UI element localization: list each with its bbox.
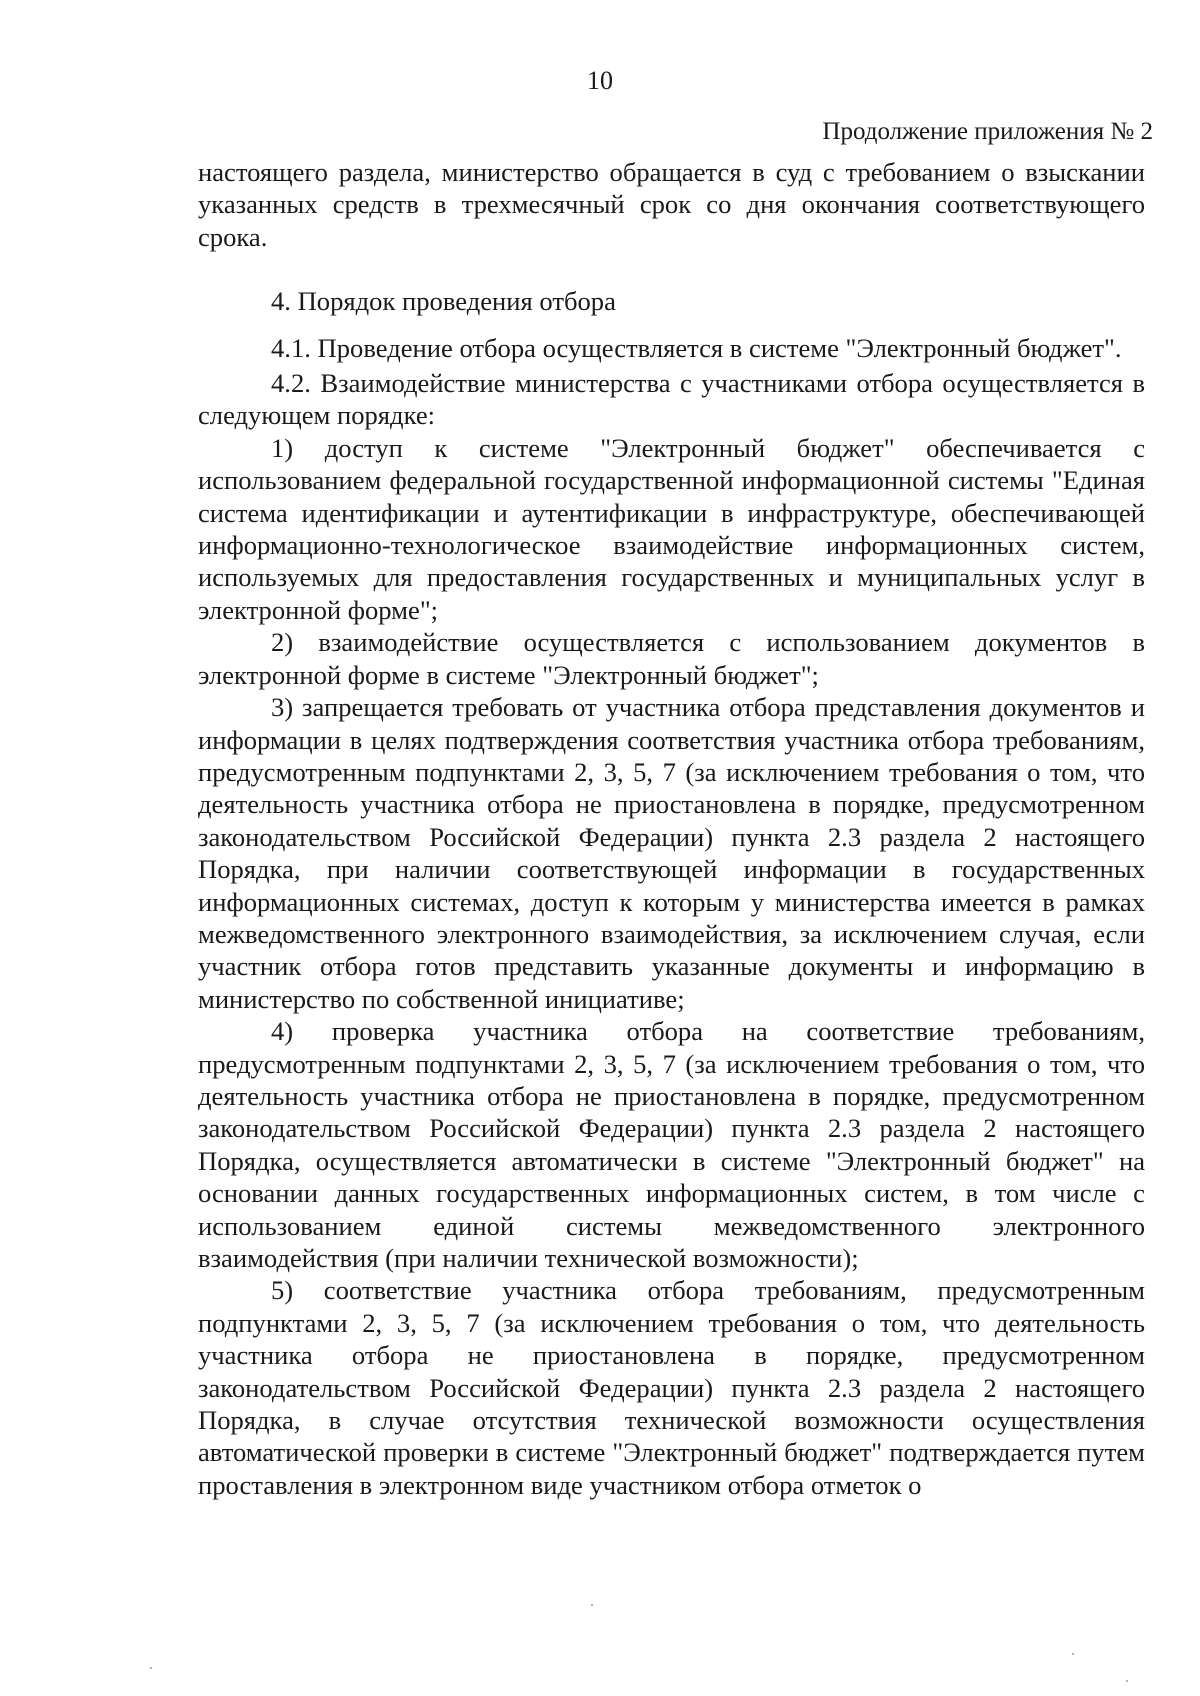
section-title: 4. Порядок проведения отбора — [271, 286, 616, 317]
document-body — [198, 156, 1145, 1501]
list-item-5: 5) соответствие участника отбора требованиям, предусмотренным подпунктами 2, 3, 5, 7 (за исключением требования о том, что деятельность участника отбора не приостановлена в порядке, предусмотренном законодательством Российской Федерации) пункта 2.3 раздела 2 настоящего Порядка, в случае отсутствия технической возможности осуществления автоматической проверки в системе "Электронный бюджет" подтверждается путем проставления в электронном виде участником отбора отметок о — [198, 1275, 1145, 1500]
page-number: 10 — [587, 66, 613, 95]
list-item-1: 1) доступ к системе "Электронный бюджет" обеспечивается с использованием федеральной государственной информационной системы "Единая система идентификации и аутентификации в инфраструктуре, обеспечивающей информационно-технологическое взаимодействие информационных систем, используемых для предоставления государственных и муниципальных услуг в электронной форме"; — [198, 432, 1145, 625]
paragraph-continued: настоящего раздела, министерство обращается в суд с требованием о взыскании указанных средств в трехмесячный срок со дня окончания соответствующего срока. — [198, 157, 1145, 252]
list-item-2: 2) взаимодействие осуществляется с использованием документов в электронной форме в системе "Электронный бюджет"; — [198, 627, 1145, 690]
scan-speck — [1126, 1680, 1128, 1682]
list-item-4: 4) проверка участника отбора на соответствие требованиям, предусмотренным подпунктами 2, 3, 5, 7 (за исключением требования о том, что деятельность участника отбора не приостановлена в порядке, предусмотренном законодательством Российской Федерации) пункта 2.3 раздела 2 настоящего Порядка, осуществляется автоматически в системе "Электронный бюджет" на основании данных государственных информационных систем, в том числе с использованием единой системы межведомственного электронного взаимодействия (при наличии технической возможности); — [198, 1016, 1145, 1273]
continuation-label: Продолжение приложения № 2 — [822, 118, 1153, 145]
list-item-3: 3) запрещается требовать от участника отбора представления документов и информации в целях подтверждения соответствия участника отбора требованиям, предусмотренным подпунктами 2, 3, 5, 7 (за исключением требования о том, что деятельность участника отбора не приостановлена в порядке, предусмотренном законодательством Российской Федерации) пункта 2.3 раздела 2 настоящего Порядка, при наличии соответствующей информации в государственных информационных системах, доступ к которым у министерства имеется в рамках межведомственного электронного взаимодействия, за исключением случая, если участник отбора готов представить указанные документы и информацию в министерство по собственной инициативе; — [198, 692, 1145, 1014]
scan-speck — [591, 1604, 593, 1606]
scan-speck — [1072, 1653, 1074, 1655]
scan-speck — [150, 1667, 152, 1669]
paragraph-4-1: 4.1. Проведение отбора осуществляется в системе "Электронный бюджет". — [271, 332, 1122, 363]
paragraph-4-2: 4.2. Взаимодействие министерства с участниками отбора осуществляется в следующем порядке: — [198, 368, 1145, 431]
